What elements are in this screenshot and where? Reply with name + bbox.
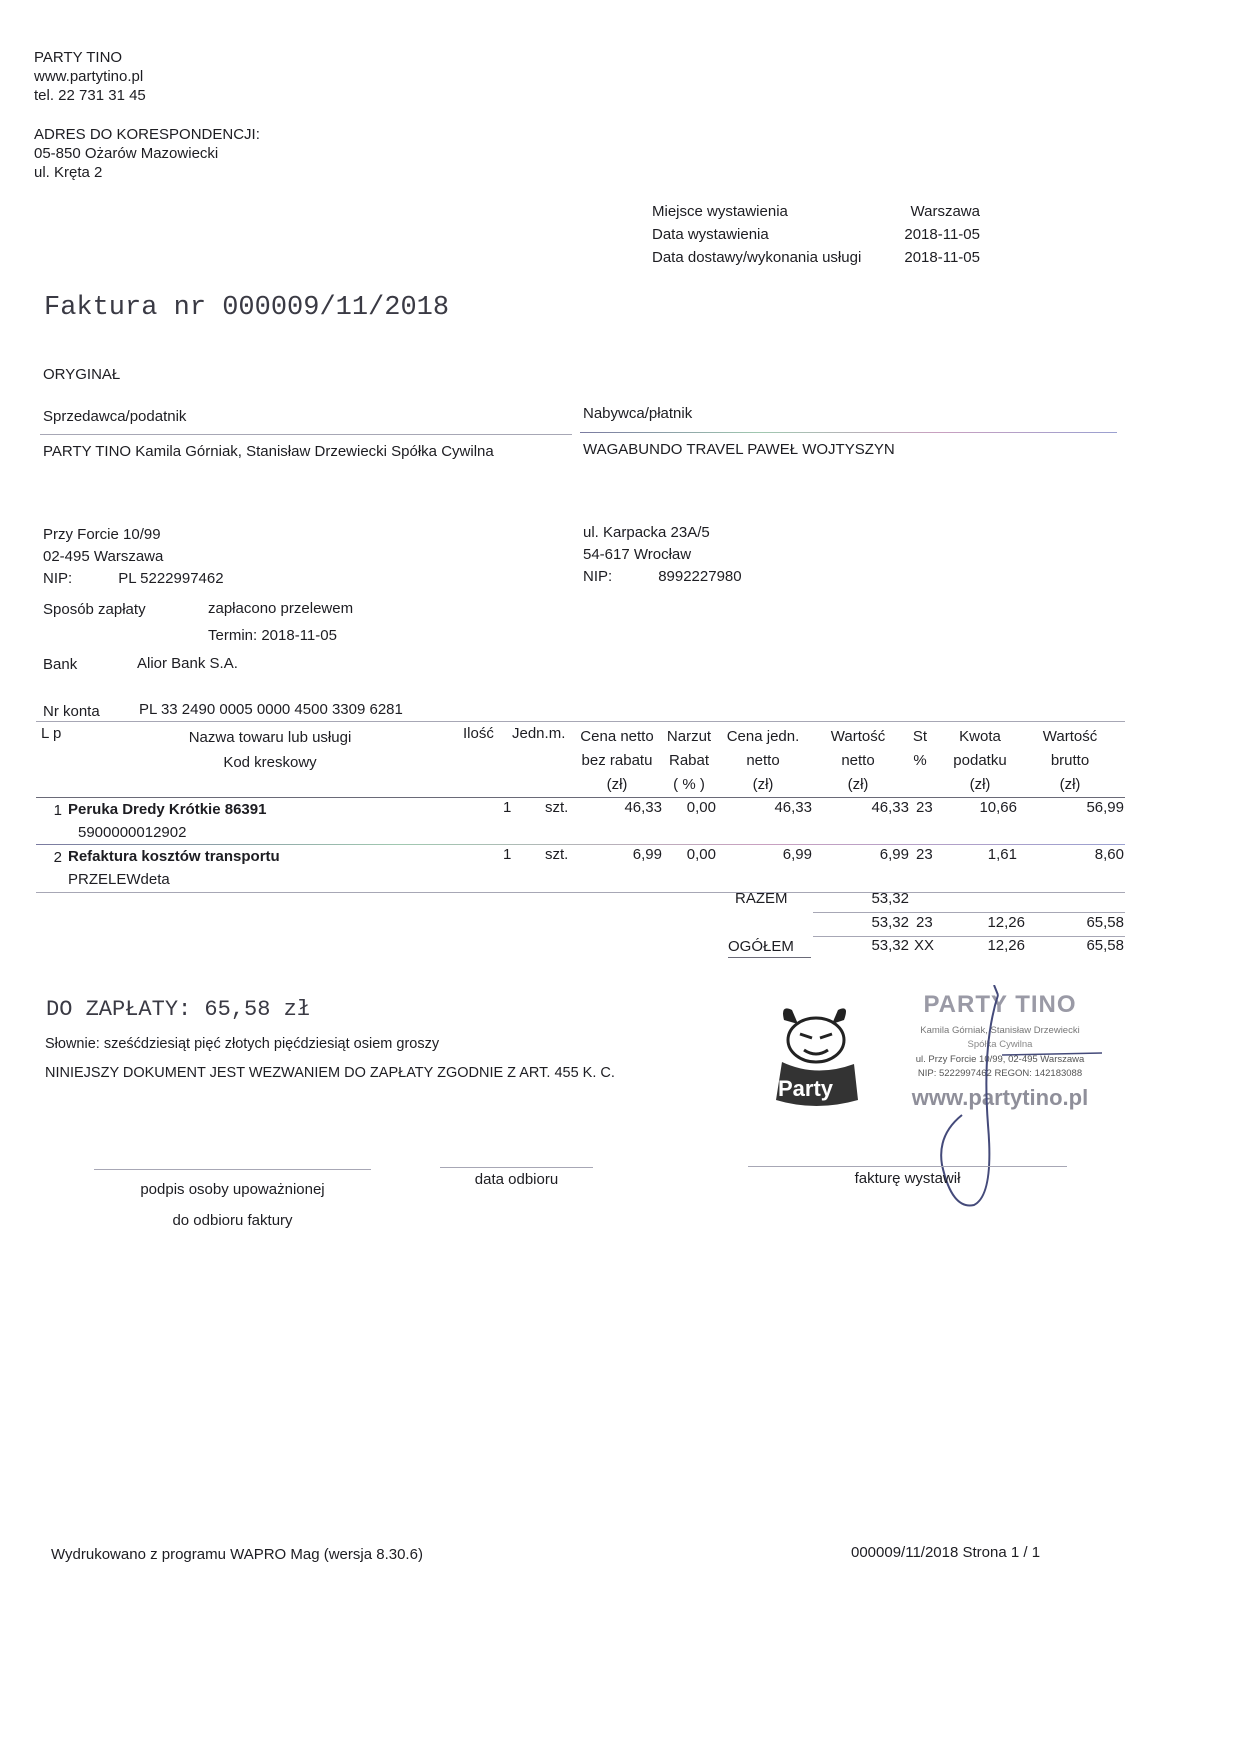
invoice-title: Faktura nr 000009/11/2018 — [44, 293, 450, 323]
row-qty: 1 — [503, 799, 512, 816]
row-unit-net: 6,99 — [782, 846, 812, 863]
seller-name: PARTY TINO Kamila Górniak, Stanisław Drzewiecki Spółka Cywilna — [43, 443, 494, 460]
ogolem-net: 53,32 — [871, 937, 909, 954]
row-unit-net: 46,33 — [774, 799, 812, 816]
correspondence-street: ul. Kręta 2 — [34, 164, 103, 181]
totals-divider — [813, 912, 1125, 913]
issue-date-value: 2018-11-05 — [904, 226, 980, 243]
col-price — [570, 725, 664, 797]
buyer-label: Nabywca/płatnik — [583, 405, 693, 422]
payment-method-label: Sposób zapłaty — [43, 601, 146, 618]
subtotal-net: 53,32 — [871, 914, 909, 931]
ogolem-underline — [728, 957, 811, 958]
footer-page: 000009/11/2018 Strona 1 / 1 — [851, 1544, 1041, 1561]
col-price-l3: (zł) — [606, 776, 628, 793]
stamp-line3: ul. Przy Forcie 10/99, 02-495 Warszawa — [915, 1054, 1085, 1065]
recipient-signature-line — [94, 1169, 371, 1170]
col-gross-l2: brutto — [1050, 752, 1090, 769]
col-lp: L p — [41, 725, 62, 742]
col-unit-net-l3: (zł) — [752, 776, 774, 793]
col-unit-net — [718, 725, 808, 797]
issue-date-label: Data wystawienia — [652, 226, 769, 243]
place-value: Warszawa — [910, 203, 980, 220]
correspondence-block — [34, 125, 260, 182]
subtotal-rate: 23 — [916, 914, 933, 931]
col-gross-l3: (zł) — [1059, 776, 1081, 793]
seller-city: 02-495 Warszawa — [43, 548, 164, 565]
col-barcode-label: Kod kreskowy — [223, 754, 317, 771]
row-price: 46,33 — [624, 799, 662, 816]
col-unit: Jedn.m. — [512, 725, 566, 742]
buyer-street: ul. Karpacka 23A/5 — [583, 524, 710, 541]
received-label: data odbioru — [474, 1171, 559, 1188]
col-unit-net-l1: Cena jedn. — [726, 728, 800, 745]
col-unit-net-l2: netto — [746, 752, 780, 769]
col-price-l1: Cena netto — [580, 728, 654, 745]
stamp-www: www.partytino.pl — [911, 1085, 1089, 1110]
stamp-line4: NIP: 5222997462 REGON: 142183088 — [917, 1068, 1083, 1079]
buyer-nip-label: NIP: — [583, 568, 613, 585]
seller-divider — [40, 434, 572, 435]
col-discount-l1: Narzut — [666, 728, 712, 745]
row-discount: 0,00 — [686, 799, 716, 816]
row-lp: 2 — [53, 849, 62, 866]
row-unit: szt. — [545, 846, 569, 863]
col-discount-l3: ( % ) — [673, 776, 705, 793]
amount-to-pay: DO ZAPŁATY: 65,58 zł — [46, 997, 311, 1022]
row-tax: 10,66 — [979, 799, 1017, 816]
row-unit: szt. — [545, 799, 569, 816]
payment-term: Termin: 2018-11-05 — [208, 627, 337, 644]
col-price-l2: bez rabatu — [581, 752, 653, 769]
stamp-title: PARTY TINO — [923, 991, 1077, 1018]
buyer-divider — [580, 432, 1117, 433]
seller-nip-label: NIP: — [43, 570, 73, 587]
row-gross: 8,60 — [1094, 846, 1124, 863]
col-net-l2: netto — [841, 752, 875, 769]
row-price: 6,99 — [632, 846, 662, 863]
seller-street: Przy Forcie 10/99 — [43, 526, 161, 543]
col-tax-l2: podatku — [953, 752, 1007, 769]
col-gross-l1: Wartość — [1042, 728, 1098, 745]
row-divider — [36, 844, 1125, 845]
row-net: 46,33 — [871, 799, 909, 816]
row-lp: 1 — [53, 802, 62, 819]
col-tax-l1: Kwota — [959, 728, 1001, 745]
col-tax-l3: (zł) — [969, 776, 991, 793]
razem-label: RAZEM — [735, 890, 788, 907]
col-name-label: Nazwa towaru lub usługi — [188, 729, 352, 746]
company-website: www.partytino.pl — [34, 68, 144, 85]
delivery-date-value: 2018-11-05 — [904, 249, 980, 266]
buyer-name: WAGABUNDO TRAVEL PAWEŁ WOJTYSZYN — [583, 441, 895, 458]
amount-in-words: Słownie: sześćdziesiąt pięć złotych pięćdziesiąt osiem groszy — [45, 1036, 440, 1052]
col-name — [140, 725, 400, 775]
col-tax — [940, 725, 1020, 797]
recipient-label-1: podpis osoby upoważnionej — [140, 1181, 325, 1198]
row-net: 6,99 — [879, 846, 909, 863]
row-code: PRZELEWdeta — [68, 871, 170, 888]
company-stamp — [762, 985, 1122, 1135]
col-gross — [1030, 725, 1110, 797]
correspondence-label: ADRES DO KORESPONDENCJI: — [34, 126, 260, 143]
row-gross: 56,99 — [1086, 799, 1124, 816]
bank-value: Alior Bank S.A. — [137, 655, 238, 672]
place-label: Miejsce wystawienia — [652, 203, 788, 220]
stamp-logo-text: Party — [778, 1076, 834, 1101]
copy-type: ORYGINAŁ — [43, 366, 121, 383]
meta-values — [880, 200, 980, 269]
issuer-label: fakturę wystawił — [854, 1170, 961, 1187]
recipient-label-2: do odbioru faktury — [172, 1212, 293, 1229]
table-header-line — [36, 797, 1125, 798]
ogolem-tax: 12,26 — [987, 937, 1025, 954]
row-name: Refaktura kosztów transportu — [68, 848, 280, 865]
row-rate: 23 — [916, 799, 933, 816]
table-bottom-line — [36, 892, 1125, 893]
row-code: 5900000012902 — [78, 824, 187, 841]
bank-label: Bank — [43, 656, 78, 673]
account-label: Nr konta — [43, 703, 100, 720]
row-tax: 1,61 — [987, 846, 1017, 863]
subtotal-tax: 12,26 — [987, 914, 1025, 931]
row-qty: 1 — [503, 846, 512, 863]
razem-net: 53,32 — [871, 890, 909, 907]
buyer-city: 54-617 Wrocław — [583, 546, 692, 563]
payment-notice: NINIEJSZY DOKUMENT JEST WEZWANIEM DO ZAPŁATY ZGODNIE Z ART. 455 K. C. — [45, 1065, 615, 1081]
ogolem-label: OGÓŁEM — [728, 938, 794, 955]
buyer-address — [583, 522, 742, 588]
issuer-signature-line — [748, 1166, 1067, 1167]
payment-method-value: zapłacono przelewem — [208, 600, 354, 617]
table-top-line — [36, 721, 1125, 722]
col-net-l3: (zł) — [847, 776, 869, 793]
seller-address — [43, 524, 224, 590]
seller-label: Sprzedawca/podatnik — [43, 408, 187, 425]
buyer-nip-value: 8992227980 — [658, 568, 742, 585]
received-signature-line — [440, 1167, 593, 1168]
recipient-signature — [94, 1174, 371, 1236]
delivery-date-label: Data dostawy/wykonania usługi — [652, 249, 862, 266]
col-discount — [660, 725, 718, 797]
signature-scribble-icon — [762, 985, 1122, 1235]
col-rate-l2: % — [913, 752, 927, 769]
row-name: Peruka Dredy Krótkie 86391 — [68, 801, 267, 818]
meta-labels — [652, 200, 861, 269]
correspondence-city: 05-850 Ożarów Mazowiecki — [34, 145, 219, 162]
col-rate — [905, 725, 935, 773]
footer-program: Wydrukowano z programu WAPRO Mag (wersja 8.30.6) — [51, 1546, 423, 1563]
col-net-l1: Wartość — [830, 728, 886, 745]
company-block — [34, 48, 146, 105]
col-net — [818, 725, 898, 797]
account-value: PL 33 2490 0005 0000 4500 3309 6281 — [139, 701, 403, 718]
row-rate: 23 — [916, 846, 933, 863]
row-discount: 0,00 — [686, 846, 716, 863]
stamp-line1: Kamila Górniak, Stanisław Drzewiecki — [920, 1025, 1080, 1036]
ogolem-gross: 65,58 — [1086, 937, 1124, 954]
seller-nip-value: PL 5222997462 — [118, 570, 224, 587]
col-discount-l2: Rabat — [668, 752, 710, 769]
subtotal-gross: 65,58 — [1086, 914, 1124, 931]
col-qty: Ilość — [463, 725, 494, 742]
ogolem-rate: XX — [914, 937, 935, 954]
company-phone: tel. 22 731 31 45 — [34, 87, 146, 104]
col-rate-l1: St — [912, 728, 928, 745]
company-name: PARTY TINO — [34, 49, 123, 66]
stamp-line2: Spółka Cywilna — [967, 1039, 1033, 1050]
